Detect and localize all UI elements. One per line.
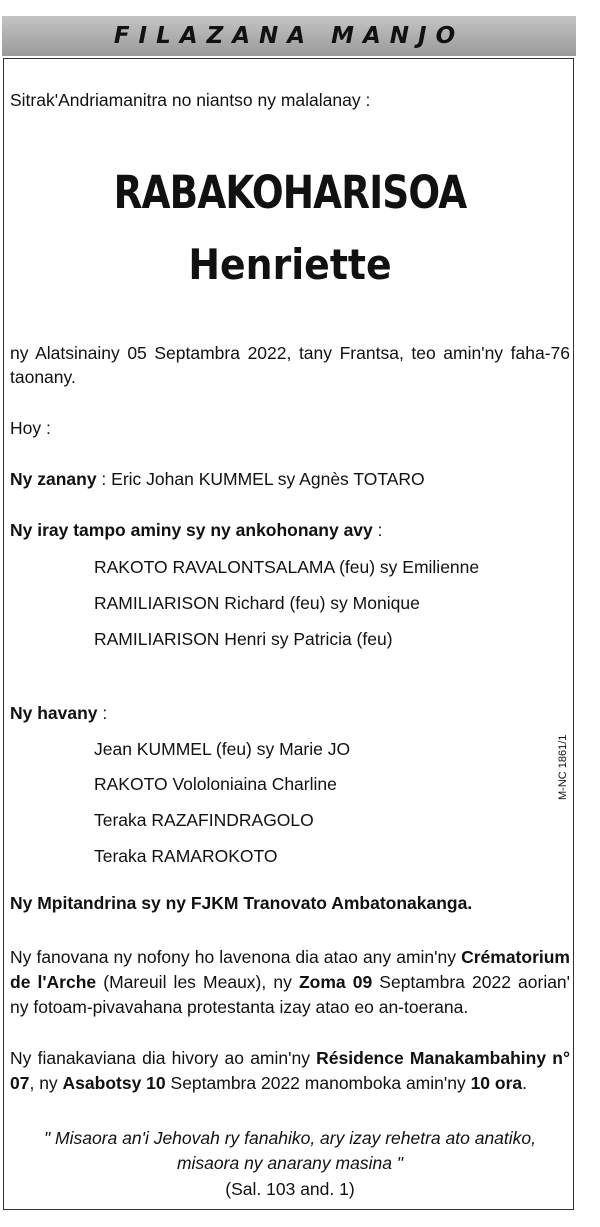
funeral-day: Zoma 09 (298, 972, 373, 992)
gathering-text-2: , ny (29, 1073, 63, 1093)
deceased-given-name: Henriette (188, 240, 392, 289)
gathering-place: Résidence Manakambahiny n° 07 (10, 1048, 570, 1093)
sibling-item: RAKOTO RAVALONTSALAMA (feu) sy Emilienne (94, 557, 480, 577)
church-line: Ny Mpitandrina sy ny FJKM Tranovato Ambatonakanga. (10, 893, 473, 913)
sibling-item: RAMILIARISON Richard (feu) sy Monique (94, 593, 420, 613)
children-names: Eric Johan KUMMEL sy Agnès TOTARO (111, 469, 425, 489)
relatives-heading (10, 703, 107, 724)
ad-reference-code: M-NC 1861/1 (557, 734, 569, 800)
relative-item: Teraka RAMAROKOTO (94, 846, 278, 866)
hoy-label: Hoy : (10, 418, 51, 438)
gathering-text-3: Septambra 2022 manomboka amin'ny (165, 1073, 471, 1093)
children-label: Ny zanany (10, 469, 97, 489)
siblings-heading (10, 520, 383, 541)
children-sep: : (96, 469, 112, 489)
gathering-text-4: . (522, 1073, 527, 1093)
funeral-text-1: Ny fanovana ny nofony ho lavenona dia atao any amin'ny (10, 947, 462, 967)
relatives-label: Ny havany (10, 703, 98, 723)
siblings-label: Ny iray tampo aminy sy ny ankohonany avy (10, 520, 373, 540)
gathering-paragraph (10, 1046, 570, 1096)
funeral-text-2: (Mareuil les Meaux), ny (96, 972, 299, 992)
relative-item: RAKOTO Vololoniaina Charline (94, 774, 337, 794)
relative-item: Jean KUMMEL (feu) sy Marie JO (94, 739, 351, 759)
funeral-place: Crématorium de l'Arche (10, 947, 570, 992)
notice-header-title: FILAZANA MANJO (113, 23, 465, 49)
verse-reference: (Sal. 103 and. 1) (225, 1179, 355, 1199)
verse-line-1: " Misaora an'i Jehovah ry fanahiko, ary izay rehetra ato anatiko, (43, 1128, 537, 1148)
gathering-time: 10 ora (470, 1073, 523, 1093)
siblings-sep: : (372, 520, 383, 540)
children-line (10, 469, 425, 490)
deceased-surname: RABAKOHARISOA (113, 166, 467, 219)
funeral-paragraph (10, 945, 570, 1020)
death-announcement: ny Alatsinainy 05 Septambra 2022, tany Frantsa, teo amin'ny faha-76 taonany. (10, 343, 570, 387)
gathering-day: Asabotsy 10 (62, 1073, 166, 1093)
notice-header (2, 16, 576, 56)
verse-line-2: misaora ny anarany masina " (176, 1153, 404, 1173)
intro-text: Sitrak'Andriamanitra no niantso ny malalanay : (10, 90, 371, 110)
sibling-item: RAMILIARISON Henri sy Patricia (feu) (94, 629, 393, 649)
relative-item: Teraka RAZAFINDRAGOLO (94, 810, 314, 830)
gathering-text-1: Ny fianakaviana dia hivory ao amin'ny (10, 1048, 317, 1068)
relatives-sep: : (97, 703, 108, 723)
funeral-text-3: Septambra 2022 aorian' ny fotoam-pivavahana protestanta izay atao eo an-toerana. (10, 972, 571, 1017)
